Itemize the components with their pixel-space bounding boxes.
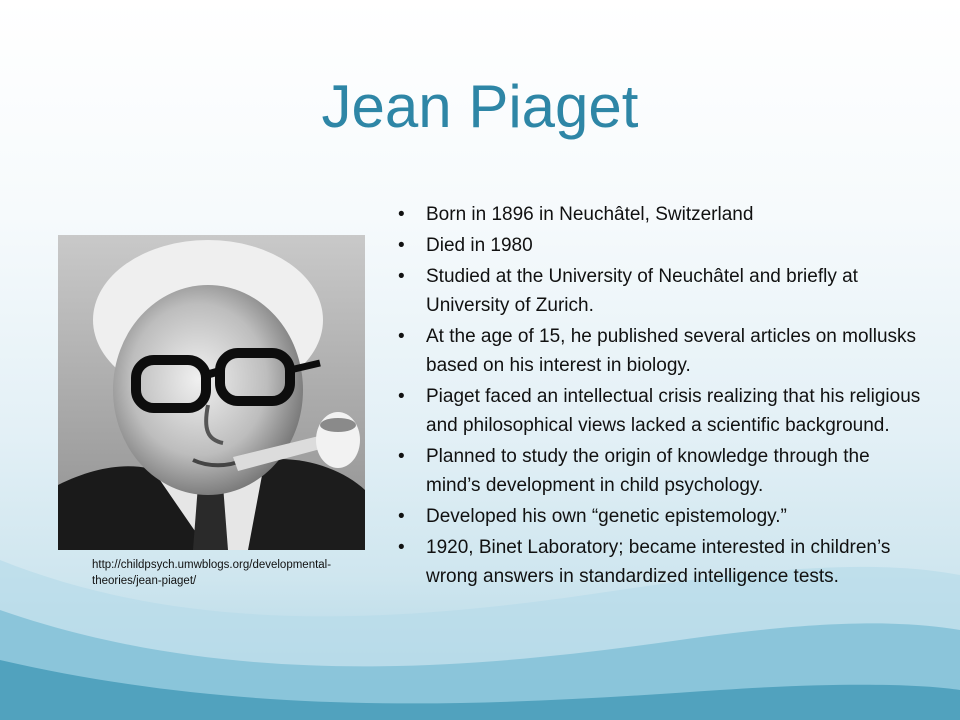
bullet-glyph: • [398,235,405,256]
bullet-glyph: • [398,266,405,287]
bullet-text: Born in 1896 in Neuchâtel, Switzerland [426,204,754,225]
bullet-glyph: • [398,326,405,347]
bullet-text: Piaget faced an intellectual crisis realizing that his religious and philosophical views lacked a scientific background. [426,386,921,436]
bullet-glyph: • [398,386,405,407]
bullet-item [396,382,926,440]
bullet-item [396,231,926,260]
bullet-glyph: • [398,446,405,467]
bullet-item [396,200,926,229]
image-source-caption: http://childpsych.umwblogs.org/developmental-theories/jean-piaget/ [92,559,332,587]
bullet-item [396,502,926,531]
bullet-text: At the age of 15, he published several articles on mollusks based on his interest in biology. [426,326,917,376]
bullet-text: 1920, Binet Laboratory; became interested in children’s wrong answers in standardized intelligence tests. [426,537,891,587]
bullet-item [396,262,926,320]
bullet-text: Developed his own “genetic epistemology.” [426,506,787,527]
bullet-text: Planned to study the origin of knowledge through the mind’s development in child psychology. [426,446,870,496]
bullet-glyph: • [398,537,405,558]
bullet-text: Died in 1980 [426,235,533,256]
bullet-list [396,200,926,593]
bullet-item [396,442,926,500]
bullet-text: Studied at the University of Neuchâtel and briefly at University of Zurich. [426,266,858,316]
slide-title: Jean Piaget [321,73,639,140]
bullet-glyph: • [398,506,405,527]
portrait-photo [58,235,365,550]
bullet-glyph: • [398,204,405,225]
bullet-item [396,322,926,380]
bullet-item [396,533,926,591]
